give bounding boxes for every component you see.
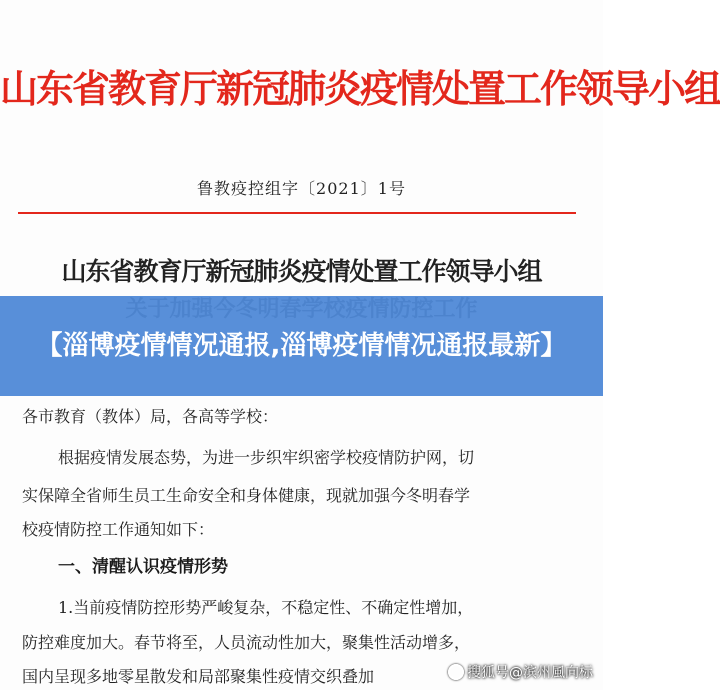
document-number: 鲁教疫控组字〔2021〕1号 — [197, 179, 406, 198]
header-divider — [18, 212, 576, 214]
paragraph-line: 实保障全省师生员工生命安全和身体健康，现就加强今冬明春学 — [22, 486, 471, 505]
paragraph-line: 校疫情防控工作通知如下： — [22, 520, 215, 539]
paragraph-line: 根据疫情发展态势，为进一步织牢织密学校疫情防护网，切 — [58, 448, 475, 467]
paragraph-line: 国内呈现多地零星散发和局部聚集性疫情交织叠加 — [22, 667, 375, 686]
headline-banner — [0, 296, 603, 396]
sohu-logo-icon — [448, 664, 464, 680]
paragraph-line: 防控难度加大。春节将至，人员流动性加大，聚集性活动增多， — [22, 633, 471, 652]
watermark-text: 搜狐号@滨州風向标 — [467, 665, 593, 681]
document-title: 山东省教育厅新冠肺炎疫情处置工作领导小组 — [61, 257, 542, 286]
salutation: 各市教育（教体）局，各高等学校： — [22, 407, 279, 426]
watermark — [448, 662, 593, 682]
section-heading: 一、清醒认识疫情形势 — [58, 557, 228, 577]
banner-headline: 【淄博疫情情况通报,淄博疫情情况通报最新】 — [36, 331, 567, 361]
paragraph-line: 1.当前疫情防控形势严峻复杂，不稳定性、不确定性增加， — [58, 598, 474, 617]
issuer-header: 山东省教育厅新冠肺炎疫情处置工作领导小组 — [0, 66, 720, 111]
